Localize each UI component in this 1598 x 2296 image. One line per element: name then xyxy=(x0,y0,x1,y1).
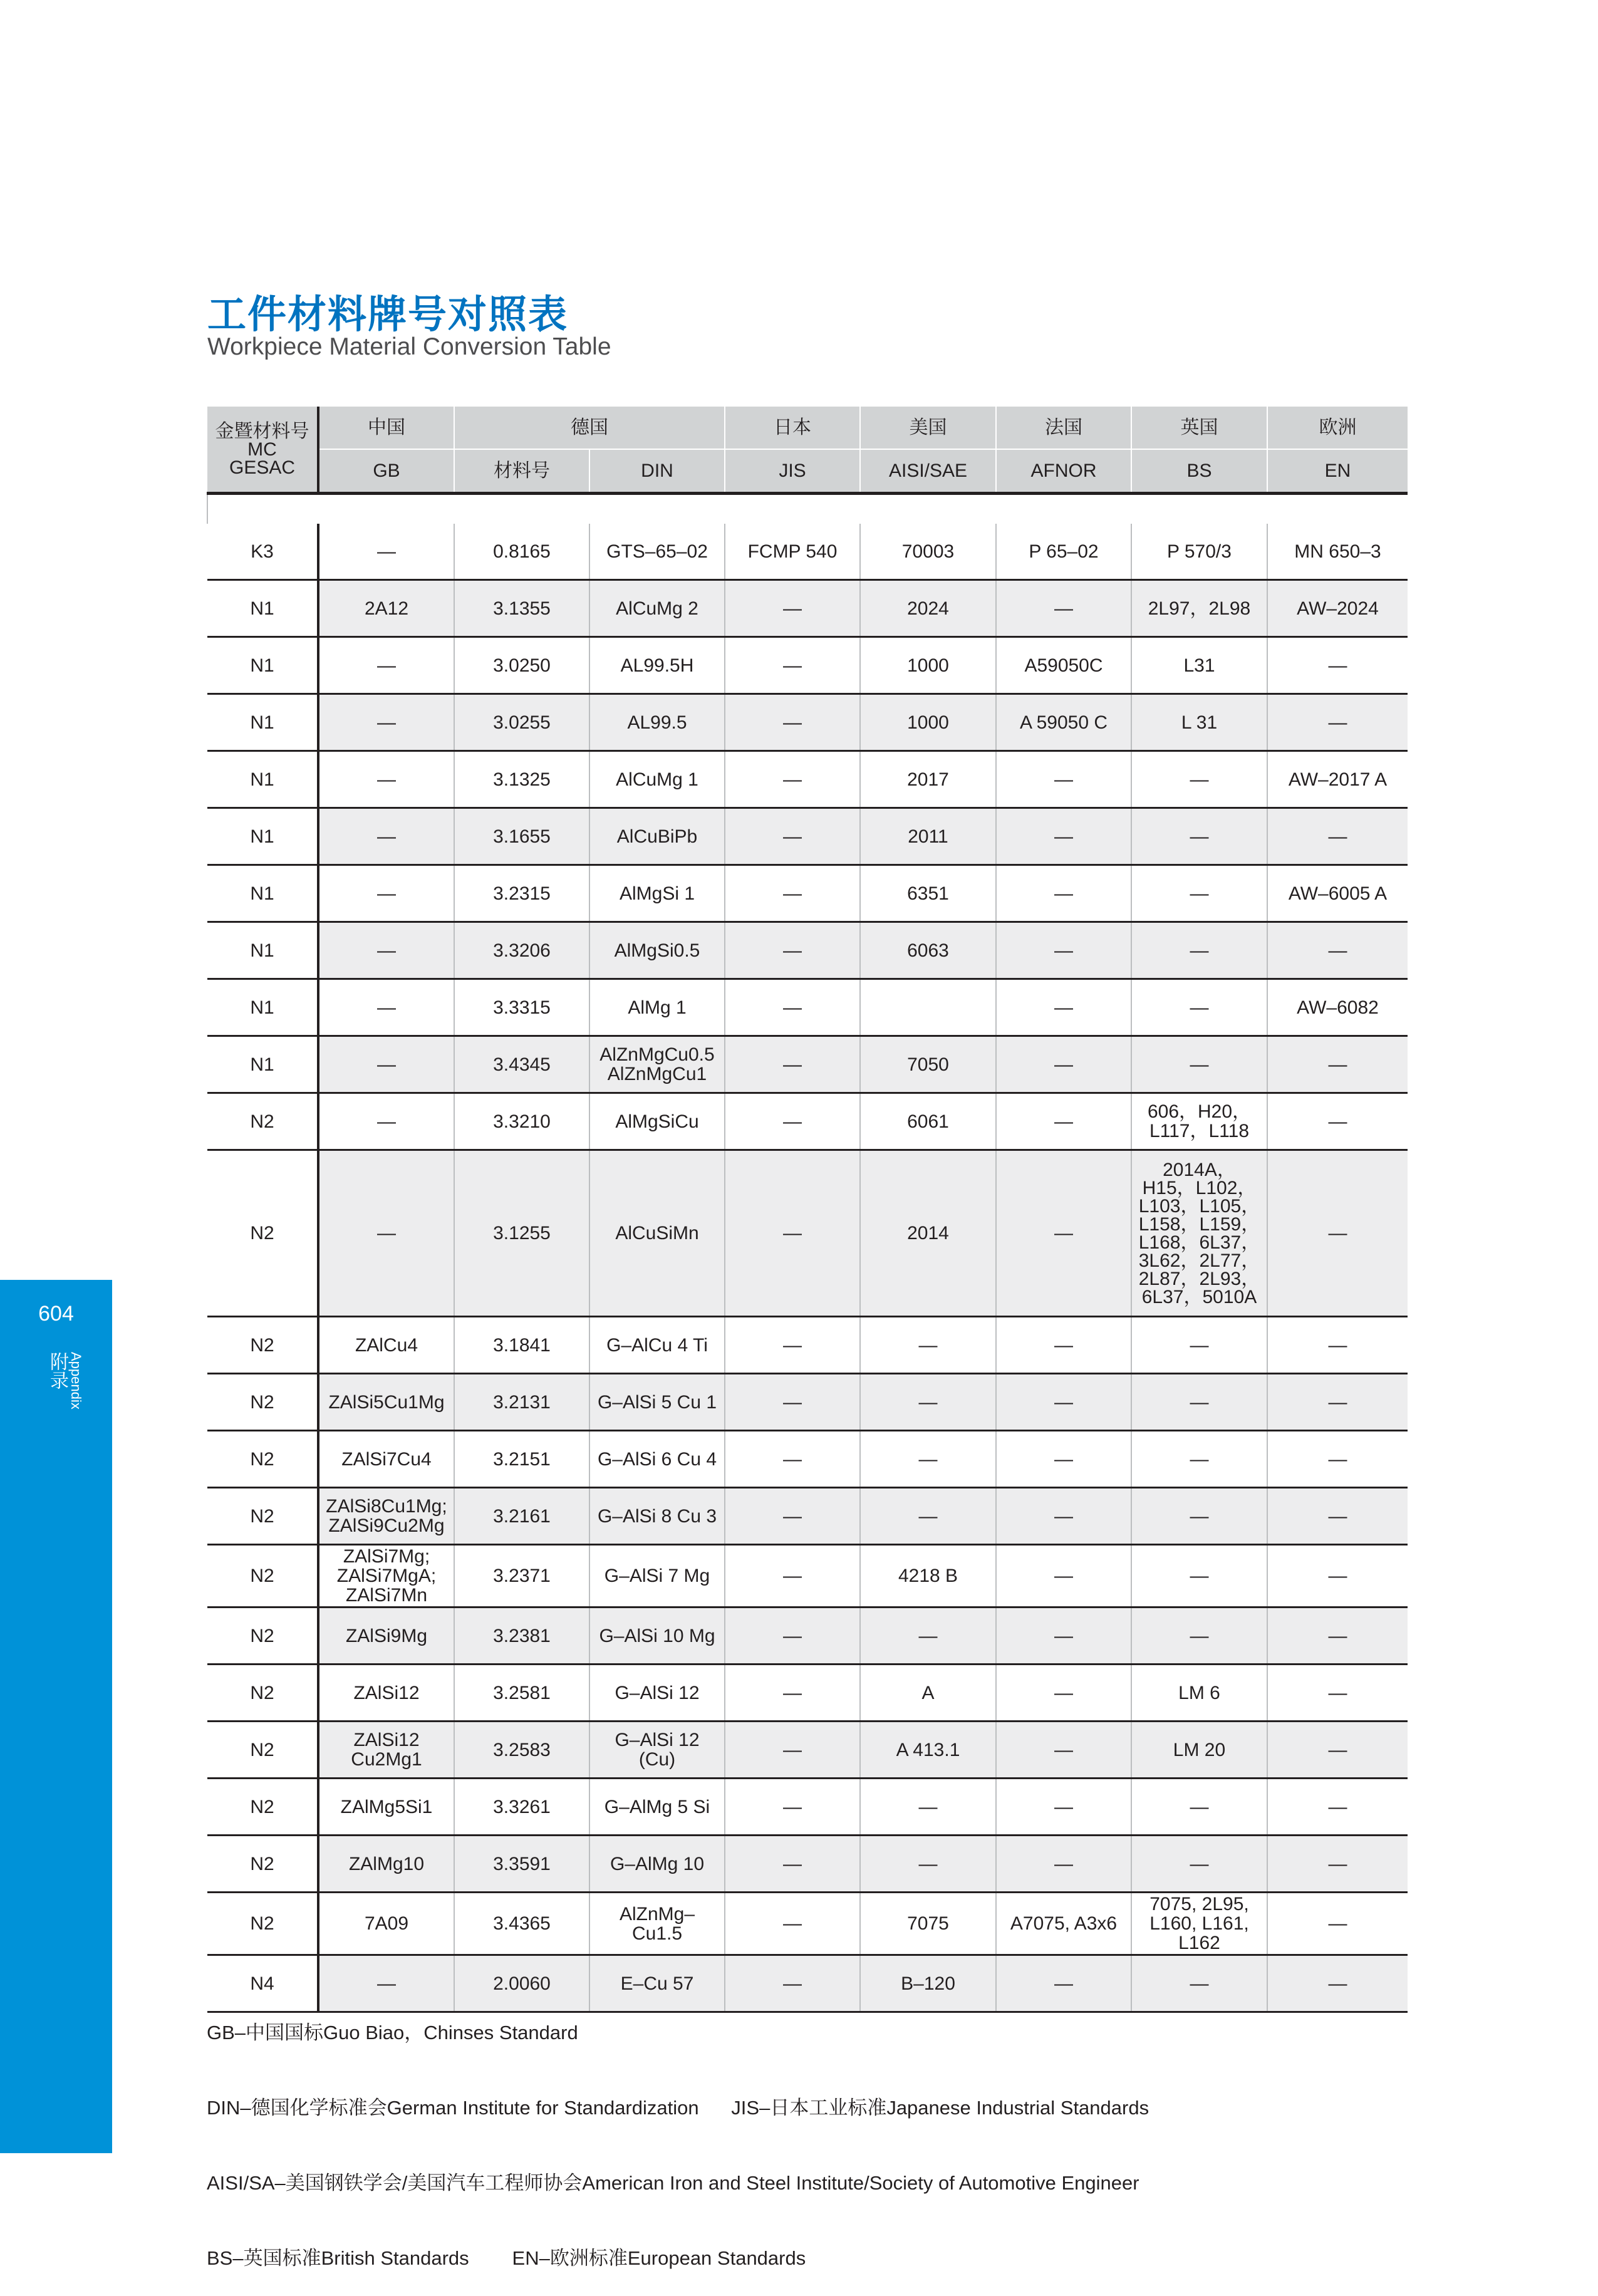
header-bs: BS xyxy=(1131,449,1267,494)
cell-jis: — xyxy=(725,1093,860,1150)
cell-material-no: 0.8165 xyxy=(454,524,589,580)
cell-afnor: — xyxy=(996,808,1131,865)
cell-en: — xyxy=(1267,1665,1408,1722)
section-label xyxy=(46,1352,84,1433)
cell-gb: ZAlSi7Cu4 xyxy=(318,1431,454,1488)
cell-bs: — xyxy=(1131,1036,1267,1093)
cell-afnor: — xyxy=(996,580,1131,637)
cell-jis: — xyxy=(725,1955,860,2012)
cell-din: AlCuBiPb xyxy=(589,808,725,865)
cell-bs: — xyxy=(1131,1374,1267,1431)
cell-gb: — xyxy=(318,1093,454,1150)
cell-afnor: — xyxy=(996,1722,1131,1779)
cell-gb: ZAlSi8Cu1Mg; ZAlSi9Cu2Mg xyxy=(318,1488,454,1545)
table-row xyxy=(207,1150,1408,1317)
cell-afnor: A 59050 C xyxy=(996,694,1131,751)
cell-mc: N2 xyxy=(207,1893,318,1955)
cell-afnor: P 65–02 xyxy=(996,524,1131,580)
cell-din: AlMgSiCu xyxy=(589,1093,725,1150)
cell-en: — xyxy=(1267,1545,1408,1608)
cell-afnor: — xyxy=(996,865,1131,922)
cell-gb: — xyxy=(318,637,454,694)
cell-material-no: 3.0250 xyxy=(454,637,589,694)
table-row xyxy=(207,1488,1408,1545)
cell-gb: ZAlCu4 xyxy=(318,1317,454,1374)
footnotes xyxy=(207,1970,1149,2296)
header-germany: 德国 xyxy=(454,407,725,449)
cell-din: E–Cu 57 xyxy=(589,1955,725,2012)
cell-en: MN 650–3 xyxy=(1267,524,1408,580)
cell-aisi-sae: — xyxy=(860,1431,996,1488)
footnote-aisi: AISI/SA–美国钢铁学会/美国汽车工程师协会American Iron and Steel Institute/Society of Automotive Engineer xyxy=(207,2172,1139,2194)
spacer-cell xyxy=(207,494,1408,524)
table-row xyxy=(207,1608,1408,1665)
header-usa: 美国 xyxy=(860,407,996,449)
cell-din: AlMg 1 xyxy=(589,979,725,1036)
cell-mc: N1 xyxy=(207,808,318,865)
cell-din: AlMgSi0.5 xyxy=(589,922,725,979)
cell-mc: N1 xyxy=(207,694,318,751)
cell-bs: — xyxy=(1131,1608,1267,1665)
cell-din: G–AlCu 4 Ti xyxy=(589,1317,725,1374)
cell-mc: N1 xyxy=(207,580,318,637)
header-uk: 英国 xyxy=(1131,407,1267,449)
cell-afnor: A7075, A3x6 xyxy=(996,1893,1131,1955)
cell-din: G–AlSi 5 Cu 1 xyxy=(589,1374,725,1431)
cell-jis: — xyxy=(725,1836,860,1893)
cell-gb: — xyxy=(318,524,454,580)
header-france: 法国 xyxy=(996,407,1131,449)
cell-aisi-sae: — xyxy=(860,1317,996,1374)
cell-material-no: 3.1255 xyxy=(454,1150,589,1317)
cell-material-no: 3.3591 xyxy=(454,1836,589,1893)
cell-mc: N1 xyxy=(207,637,318,694)
header-material-no: 材料号 xyxy=(454,449,589,494)
cell-aisi-sae: 2017 xyxy=(860,751,996,808)
table-row xyxy=(207,979,1408,1036)
table-row xyxy=(207,1665,1408,1722)
table-row xyxy=(207,1779,1408,1836)
cell-afnor: — xyxy=(996,1488,1131,1545)
cell-mc: N1 xyxy=(207,922,318,979)
cell-afnor: — xyxy=(996,922,1131,979)
cell-jis: — xyxy=(725,808,860,865)
cell-din: AL99.5 xyxy=(589,694,725,751)
cell-gb: ZAlSi12 xyxy=(318,1665,454,1722)
cell-aisi-sae: 4218 B xyxy=(860,1545,996,1608)
cell-en: — xyxy=(1267,1836,1408,1893)
footnote-bs-en: BS–英国标准British Standards EN–欧洲标准European Standards xyxy=(207,2247,806,2269)
cell-gb: — xyxy=(318,808,454,865)
cell-gb: ZAlSi5Cu1Mg xyxy=(318,1374,454,1431)
cell-din: G–AlSi 12 (Cu) xyxy=(589,1722,725,1779)
table-row xyxy=(207,808,1408,865)
cell-mc: N2 xyxy=(207,1608,318,1665)
cell-jis: — xyxy=(725,1317,860,1374)
cell-jis: — xyxy=(725,1722,860,1779)
cell-material-no: 3.2151 xyxy=(454,1431,589,1488)
cell-gb: ZAlSi7Mg; ZAlSi7MgA; ZAlSi7Mn xyxy=(318,1545,454,1608)
cell-din: G–AlSi 6 Cu 4 xyxy=(589,1431,725,1488)
cell-gb: ZAlSi9Mg xyxy=(318,1608,454,1665)
cell-jis: FCMP 540 xyxy=(725,524,860,580)
header-japan: 日本 xyxy=(725,407,860,449)
material-conversion-table xyxy=(207,407,1408,2013)
cell-bs: — xyxy=(1131,1545,1267,1608)
cell-aisi-sae: — xyxy=(860,1488,996,1545)
cell-mc: N2 xyxy=(207,1488,318,1545)
cell-bs: 2L97，2L98 xyxy=(1131,580,1267,637)
cell-din: AL99.5H xyxy=(589,637,725,694)
table-row xyxy=(207,1893,1408,1955)
cell-jis: — xyxy=(725,1488,860,1545)
cell-en: — xyxy=(1267,1893,1408,1955)
header-en: EN xyxy=(1267,449,1408,494)
cell-material-no: 3.2315 xyxy=(454,865,589,922)
cell-gb: — xyxy=(318,1150,454,1317)
cell-jis: — xyxy=(725,1545,860,1608)
cell-material-no: 3.2381 xyxy=(454,1608,589,1665)
cell-din: AlMgSi 1 xyxy=(589,865,725,922)
cell-gb: — xyxy=(318,694,454,751)
cell-bs: — xyxy=(1131,1317,1267,1374)
cell-afnor: — xyxy=(996,1317,1131,1374)
cell-material-no: 3.2583 xyxy=(454,1722,589,1779)
header-row-countries xyxy=(207,407,1408,449)
page-title-en: Workpiece Material Conversion Table xyxy=(207,333,611,360)
header-afnor: AFNOR xyxy=(996,449,1131,494)
cell-din: G–AlSi 8 Cu 3 xyxy=(589,1488,725,1545)
cell-material-no: 3.3210 xyxy=(454,1093,589,1150)
cell-afnor: — xyxy=(996,1665,1131,1722)
cell-bs: 2014A， H15，L102， L103，L105， L158，L159， L168，6L37， 3L62，2L77， 2L87，2L93， 6L37，5010A xyxy=(1131,1150,1267,1317)
cell-material-no: 3.4365 xyxy=(454,1893,589,1955)
cell-aisi-sae: B–120 xyxy=(860,1955,996,2012)
table-row xyxy=(207,751,1408,808)
cell-bs: LM 6 xyxy=(1131,1665,1267,1722)
cell-mc: N2 xyxy=(207,1374,318,1431)
cell-aisi-sae: 1000 xyxy=(860,694,996,751)
cell-aisi-sae: 7075 xyxy=(860,1893,996,1955)
cell-aisi-sae: A xyxy=(860,1665,996,1722)
cell-bs: L 31 xyxy=(1131,694,1267,751)
cell-material-no: 3.4345 xyxy=(454,1036,589,1093)
cell-jis: — xyxy=(725,865,860,922)
cell-en: — xyxy=(1267,1093,1408,1150)
cell-din: AlCuSiMn xyxy=(589,1150,725,1317)
cell-jis: — xyxy=(725,1036,860,1093)
cell-bs: — xyxy=(1131,1955,1267,2012)
table-row xyxy=(207,524,1408,580)
cell-material-no: 3.1325 xyxy=(454,751,589,808)
cell-aisi-sae xyxy=(860,979,996,1036)
cell-en: — xyxy=(1267,1488,1408,1545)
cell-jis: — xyxy=(725,1374,860,1431)
cell-material-no: 2.0060 xyxy=(454,1955,589,2012)
table-row xyxy=(207,637,1408,694)
cell-afnor: — xyxy=(996,979,1131,1036)
cell-en: — xyxy=(1267,1317,1408,1374)
cell-material-no: 3.2581 xyxy=(454,1665,589,1722)
cell-mc: N1 xyxy=(207,865,318,922)
cell-aisi-sae: 6351 xyxy=(860,865,996,922)
cell-en: AW–6082 xyxy=(1267,979,1408,1036)
cell-mc: N2 xyxy=(207,1836,318,1893)
section-label-zh: 附录 xyxy=(47,1352,68,1390)
cell-bs: L31 xyxy=(1131,637,1267,694)
cell-afnor: — xyxy=(996,751,1131,808)
cell-din: AlZnMg– Cu1.5 xyxy=(589,1893,725,1955)
header-spacer-row xyxy=(207,494,1408,524)
cell-afnor: — xyxy=(996,1955,1131,2012)
header-din: DIN xyxy=(589,449,725,494)
cell-bs: — xyxy=(1131,922,1267,979)
cell-gb: — xyxy=(318,1036,454,1093)
cell-en: — xyxy=(1267,1722,1408,1779)
cell-jis: — xyxy=(725,751,860,808)
table-row xyxy=(207,1545,1408,1608)
header-jis: JIS xyxy=(725,449,860,494)
cell-din: G–AlSi 7 Mg xyxy=(589,1545,725,1608)
cell-material-no: 3.0255 xyxy=(454,694,589,751)
header-aisi-sae: AISI/SAE xyxy=(860,449,996,494)
header-mc: 金暨材料号 MC GESAC xyxy=(207,407,318,494)
cell-en: — xyxy=(1267,1955,1408,2012)
cell-mc: N1 xyxy=(207,1036,318,1093)
cell-material-no: 3.1655 xyxy=(454,808,589,865)
table-row xyxy=(207,1093,1408,1150)
cell-mc: N1 xyxy=(207,751,318,808)
header-row-standards xyxy=(207,449,1408,494)
cell-material-no: 3.2131 xyxy=(454,1374,589,1431)
cell-afnor: — xyxy=(996,1374,1131,1431)
cell-jis: — xyxy=(725,637,860,694)
cell-gb: — xyxy=(318,751,454,808)
cell-gb: — xyxy=(318,922,454,979)
cell-din: AlCuMg 2 xyxy=(589,580,725,637)
cell-din: AlZnMgCu0.5 AlZnMgCu1 xyxy=(589,1036,725,1093)
cell-mc: N2 xyxy=(207,1150,318,1317)
footnote-din-jis: DIN–德国化学标准会German Institute for Standardization JIS–日本工业标准Japanese Industrial Standards xyxy=(207,2097,1149,2119)
cell-mc: N4 xyxy=(207,1955,318,2012)
cell-afnor: — xyxy=(996,1545,1131,1608)
cell-bs: — xyxy=(1131,751,1267,808)
table-row xyxy=(207,580,1408,637)
cell-material-no: 3.2371 xyxy=(454,1545,589,1608)
cell-aisi-sae: 70003 xyxy=(860,524,996,580)
cell-en: — xyxy=(1267,1036,1408,1093)
table-row xyxy=(207,865,1408,922)
cell-mc: N2 xyxy=(207,1431,318,1488)
table-row xyxy=(207,922,1408,979)
cell-mc: N2 xyxy=(207,1722,318,1779)
cell-bs: — xyxy=(1131,1488,1267,1545)
cell-gb: ZAlSi12 Cu2Mg1 xyxy=(318,1722,454,1779)
cell-jis: — xyxy=(725,1665,860,1722)
cell-bs: — xyxy=(1131,1779,1267,1836)
cell-material-no: 3.3261 xyxy=(454,1779,589,1836)
page-title-zh: 工件材料牌号对照表 xyxy=(207,293,569,336)
cell-din: G–AlMg 10 xyxy=(589,1836,725,1893)
cell-en: — xyxy=(1267,1779,1408,1836)
cell-en: AW–2017 A xyxy=(1267,751,1408,808)
section-label-en: Appendix xyxy=(68,1352,84,1410)
cell-bs: P 570/3 xyxy=(1131,524,1267,580)
cell-din: G–AlMg 5 Si xyxy=(589,1779,725,1836)
table-body xyxy=(207,494,1408,2012)
cell-gb: ZAlMg10 xyxy=(318,1836,454,1893)
cell-en: — xyxy=(1267,808,1408,865)
cell-aisi-sae: — xyxy=(860,1374,996,1431)
cell-material-no: 3.3315 xyxy=(454,979,589,1036)
cell-mc: N2 xyxy=(207,1545,318,1608)
cell-jis: — xyxy=(725,1608,860,1665)
cell-aisi-sae: 6061 xyxy=(860,1093,996,1150)
cell-en: — xyxy=(1267,694,1408,751)
cell-gb: — xyxy=(318,865,454,922)
cell-en: — xyxy=(1267,637,1408,694)
cell-aisi-sae: 2024 xyxy=(860,580,996,637)
cell-mc: N1 xyxy=(207,979,318,1036)
table-row xyxy=(207,1431,1408,1488)
cell-bs: 7075, 2L95, L160, L161, L162 xyxy=(1131,1893,1267,1955)
table-row xyxy=(207,694,1408,751)
cell-bs: — xyxy=(1131,865,1267,922)
cell-din: AlCuMg 1 xyxy=(589,751,725,808)
cell-din: G–AlSi 10 Mg xyxy=(589,1608,725,1665)
cell-material-no: 3.2161 xyxy=(454,1488,589,1545)
cell-aisi-sae: 1000 xyxy=(860,637,996,694)
cell-material-no: 3.3206 xyxy=(454,922,589,979)
cell-afnor: — xyxy=(996,1608,1131,1665)
cell-mc: N2 xyxy=(207,1665,318,1722)
cell-jis: — xyxy=(725,922,860,979)
cell-aisi-sae: 7050 xyxy=(860,1036,996,1093)
cell-en: — xyxy=(1267,1374,1408,1431)
cell-en: AW–6005 A xyxy=(1267,865,1408,922)
cell-afnor: — xyxy=(996,1779,1131,1836)
cell-din: GTS–65–02 xyxy=(589,524,725,580)
cell-bs: 606，H20， L117，L118 xyxy=(1131,1093,1267,1150)
footnote-gb: GB–中国国标Guo Biao，Chinses Standard xyxy=(207,2022,578,2044)
cell-jis: — xyxy=(725,580,860,637)
cell-afnor: — xyxy=(996,1036,1131,1093)
table-row xyxy=(207,1317,1408,1374)
cell-en: — xyxy=(1267,1608,1408,1665)
cell-bs: — xyxy=(1131,1431,1267,1488)
cell-mc: K3 xyxy=(207,524,318,580)
table-row xyxy=(207,1036,1408,1093)
cell-jis: — xyxy=(725,979,860,1036)
cell-afnor: — xyxy=(996,1093,1131,1150)
table-row xyxy=(207,1836,1408,1893)
cell-gb: ZAlMg5Si1 xyxy=(318,1779,454,1836)
cell-material-no: 3.1841 xyxy=(454,1317,589,1374)
cell-jis: — xyxy=(725,1150,860,1317)
cell-afnor: — xyxy=(996,1836,1131,1893)
cell-gb: — xyxy=(318,979,454,1036)
cell-gb: — xyxy=(318,1955,454,2012)
cell-jis: — xyxy=(725,694,860,751)
cell-aisi-sae: 2011 xyxy=(860,808,996,865)
cell-jis: — xyxy=(725,1431,860,1488)
cell-bs: — xyxy=(1131,1836,1267,1893)
cell-mc: N2 xyxy=(207,1779,318,1836)
header-europe: 欧洲 xyxy=(1267,407,1408,449)
cell-bs: — xyxy=(1131,979,1267,1036)
cell-en: — xyxy=(1267,1431,1408,1488)
cell-mc: N2 xyxy=(207,1093,318,1150)
cell-gb: 7A09 xyxy=(318,1893,454,1955)
cell-mc: N2 xyxy=(207,1317,318,1374)
header-china: 中国 xyxy=(318,407,454,449)
table-row xyxy=(207,1374,1408,1431)
cell-bs: — xyxy=(1131,808,1267,865)
cell-afnor: — xyxy=(996,1150,1131,1317)
cell-bs: LM 20 xyxy=(1131,1722,1267,1779)
cell-aisi-sae: 6063 xyxy=(860,922,996,979)
cell-aisi-sae: — xyxy=(860,1836,996,1893)
cell-material-no: 3.1355 xyxy=(454,580,589,637)
cell-en: — xyxy=(1267,1150,1408,1317)
cell-aisi-sae: — xyxy=(860,1779,996,1836)
cell-aisi-sae: 2014 xyxy=(860,1150,996,1317)
header-gb: GB xyxy=(318,449,454,494)
cell-din: G–AlSi 12 xyxy=(589,1665,725,1722)
cell-gb: 2A12 xyxy=(318,580,454,637)
cell-aisi-sae: — xyxy=(860,1608,996,1665)
table-row xyxy=(207,1722,1408,1779)
cell-afnor: A59050C xyxy=(996,637,1131,694)
cell-afnor: — xyxy=(996,1431,1131,1488)
cell-aisi-sae: A 413.1 xyxy=(860,1722,996,1779)
page-number: 604 xyxy=(38,1302,74,1326)
cell-en: — xyxy=(1267,922,1408,979)
cell-jis: — xyxy=(725,1893,860,1955)
cell-en: AW–2024 xyxy=(1267,580,1408,637)
cell-jis: — xyxy=(725,1779,860,1836)
